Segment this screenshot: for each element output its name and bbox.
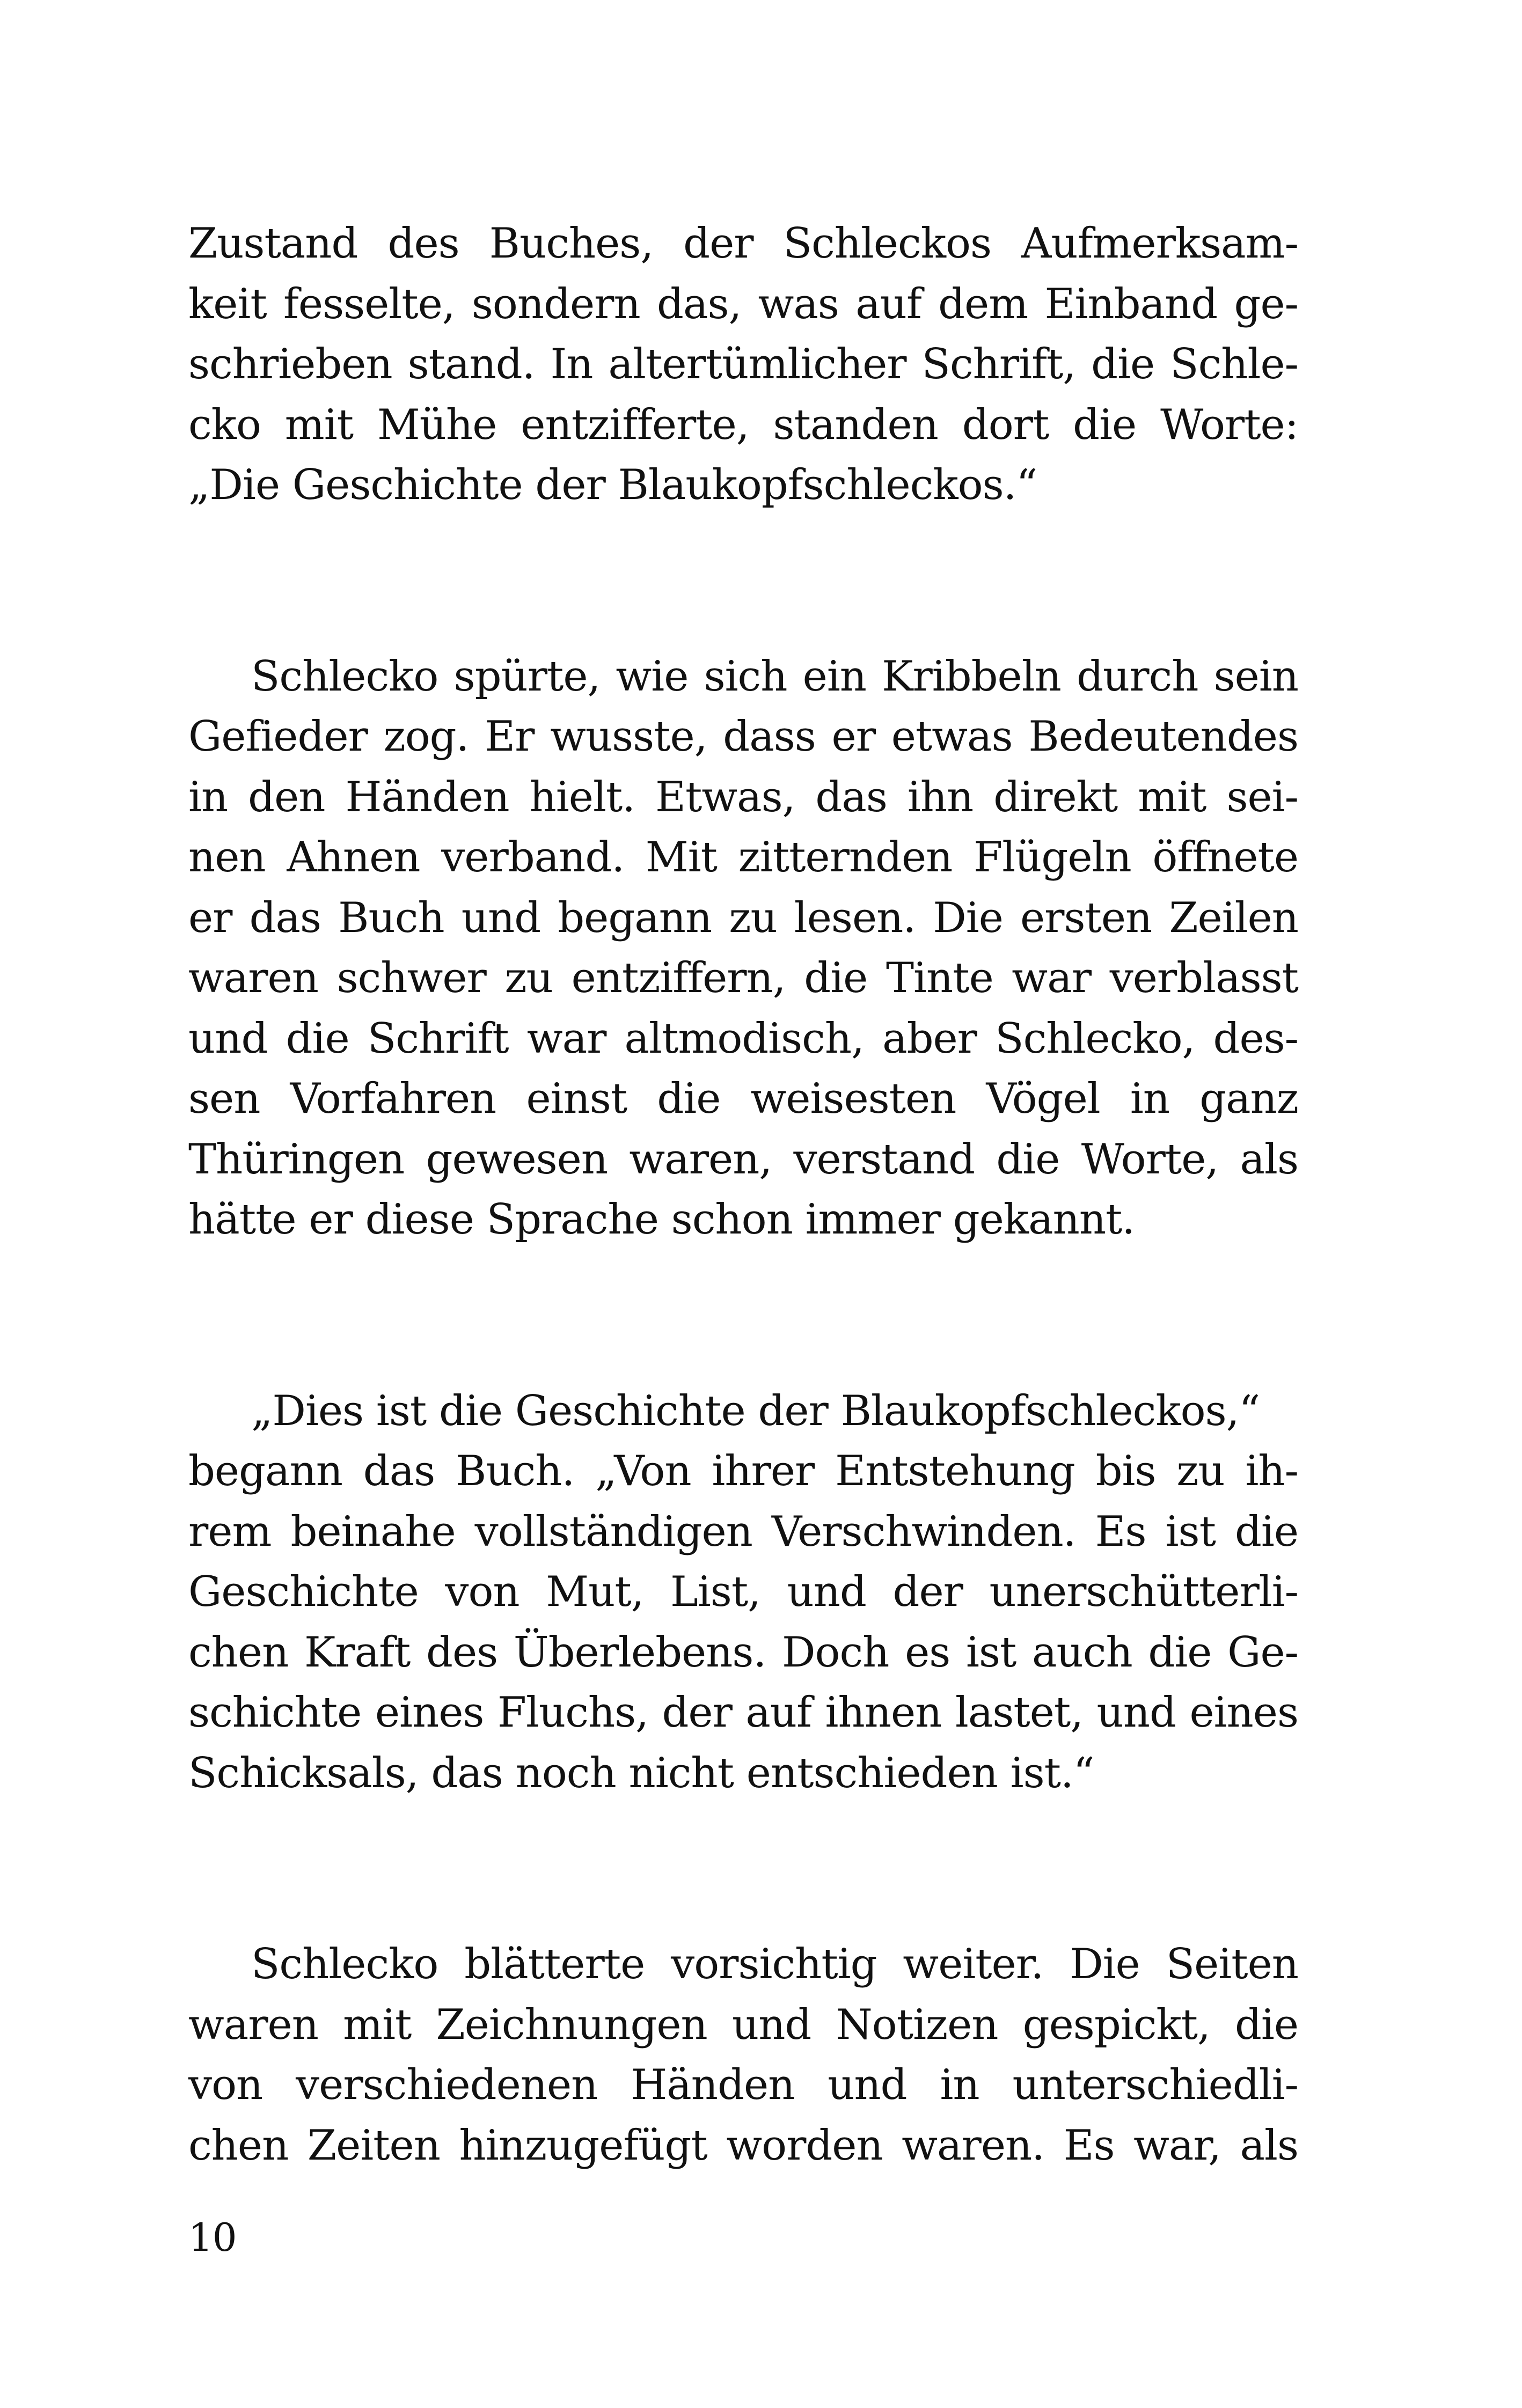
text-line: „Die Geschichte der Blaukopfschleckos.“ <box>188 461 1037 509</box>
text-line: Zustand des Buches, der Schleckos Aufmerksam- <box>188 219 1298 268</box>
text-line: chen Kraft des Überlebens. Doch es ist auch die Ge- <box>188 1628 1298 1677</box>
text-line: begann das Buch. „Von ihrer Entstehung bis zu ih- <box>188 1447 1298 1495</box>
text-line: hätte er diese Sprache schon immer gekannt. <box>188 1195 1135 1244</box>
text-line: rem beinahe vollständigen Verschwinden. Es ist die <box>188 1507 1298 1556</box>
paragraph-2 <box>188 647 1298 1250</box>
paragraph-spacer <box>188 516 1298 647</box>
text-line: chen Zeiten hinzugefügt worden waren. Es war, als <box>188 2121 1298 2170</box>
paragraph-4 <box>188 1934 1298 2176</box>
text-line: er das Buch und begann zu lesen. Die ersten Zeilen <box>188 893 1298 942</box>
body-text <box>188 214 1298 2176</box>
text-line: schichte eines Fluchs, der auf ihnen lastet, und eines <box>188 1688 1298 1737</box>
paragraph-1 <box>188 214 1298 516</box>
text-line: sen Vorfahren einst die weisesten Vögel in ganz <box>188 1075 1298 1123</box>
text-line: cko mit Mühe entzifferte, standen dort die Worte: <box>188 400 1298 449</box>
text-line: Schicksals, das noch nicht entschieden ist.“ <box>188 1749 1094 1797</box>
text-line: waren schwer zu entziffern, die Tinte war verblasst <box>188 954 1298 1002</box>
paragraph-3 <box>188 1381 1298 1804</box>
text-line: Schlecko spürte, wie sich ein Kribbeln durch sein <box>251 652 1298 701</box>
text-line: keit fesselte, sondern das, was auf dem Einband ge- <box>188 280 1298 328</box>
text-line: und die Schrift war altmodisch, aber Schlecko, des- <box>188 1014 1298 1063</box>
text-line: Schlecko blätterte vorsichtig weiter. Die Seiten <box>251 1940 1298 1988</box>
text-line: in den Händen hielt. Etwas, das ihn direkt mit sei- <box>188 773 1298 821</box>
text-line: „Dies ist die Geschichte der Blaukopfschleckos,“ <box>251 1386 1260 1435</box>
text-line: von verschiedenen Händen und in unterschiedli- <box>188 2061 1298 2109</box>
text-line: schrieben stand. In altertümlicher Schrift, die Schle- <box>188 340 1298 388</box>
paragraph-spacer <box>188 1250 1298 1381</box>
text-line: Thüringen gewesen waren, verstand die Worte, als <box>188 1135 1298 1184</box>
page-number: 10 <box>188 2215 237 2260</box>
text-line: nen Ahnen verband. Mit zitternden Flügeln öffnete <box>188 833 1298 882</box>
paragraph-spacer <box>188 1803 1298 1934</box>
text-line: waren mit Zeichnungen und Notizen gespickt, die <box>188 2000 1298 2049</box>
text-line: Geschichte von Mut, List, und der unerschütterli- <box>188 1568 1298 1616</box>
text-line: Gefieder zog. Er wusste, dass er etwas Bedeutendes <box>188 713 1298 761</box>
